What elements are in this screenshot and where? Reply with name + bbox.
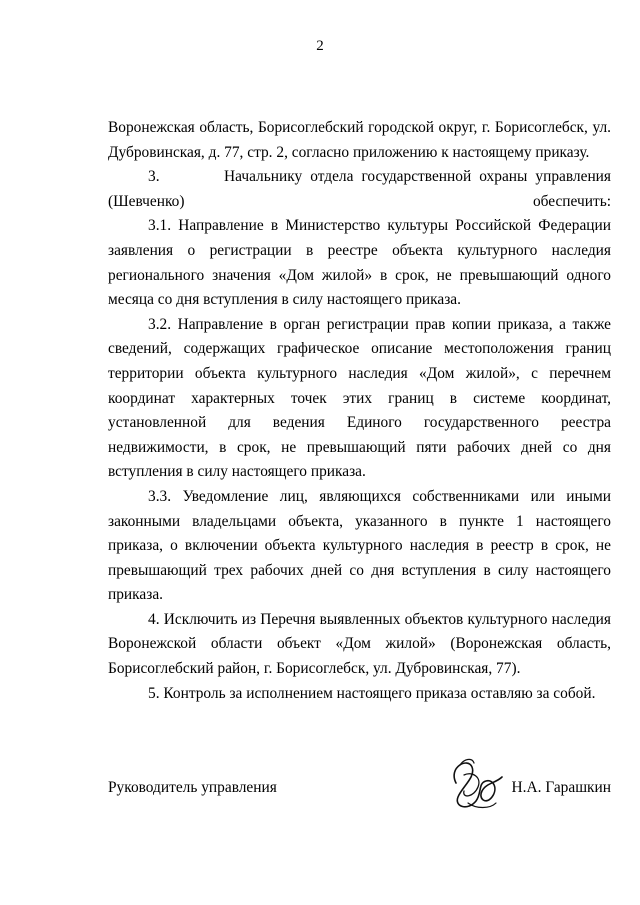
- paragraph-item-3: 3. Начальнику отдела государственной охраны управления (Шевченко) обеспечить:: [108, 168, 611, 210]
- signatory-name: Н.А. Гарашкин: [511, 779, 611, 796]
- paragraph-address: Воронежская область, Борисоглебский городской округ, г. Борисоглебск, ул. Дубровинская, д. 77, стр. 2, согласно приложению к настоящему приказу.: [108, 119, 611, 161]
- paragraph-item-3-2: 3.2. Направление в орган регистрации прав копии приказа, а также сведений, содержащих графическое описание местоположения границ территории объекта культурного наследия «Дом жилой», с перечнем координат характерных точек этих границ в системе координат, установленной для ведения Единого государственного реестра недвижимости, в срок, не превышающий пяти рабочих дней со дня вступления в силу настоящего приказа.: [108, 315, 611, 481]
- paragraph-item-5: 5. Контроль за исполнением настоящего приказа оставляю за собой.: [148, 684, 596, 702]
- paragraph-item-4: 4. Исключить из Перечня выявленных объектов культурного наследия Воронежской области объект «Дом жилой» (Воронежская область, Борисоглебский район, г. Борисоглебск, ул. Дубровинская, 77).: [108, 610, 611, 678]
- handwritten-signature: [438, 753, 510, 815]
- document-body: [108, 116, 611, 706]
- paragraph-item-3-3: 3.3. Уведомление лиц, являющихся собственниками или иными законными владельцами объекта, указанного в пункте 1 настоящего приказа, о включении объекта культурного наследия в реестр в срок, не превышающий трех рабочих дней со дня вступления в силу настоящего приказа.: [108, 487, 611, 604]
- page-number: 2: [316, 38, 324, 54]
- signatory-role: Руководитель управления: [108, 779, 277, 796]
- paragraph-item-3-1: 3.1. Направление в Министерство культуры Российской Федерации заявления о регистрации в реестре объекта культурного наследия регионального значения «Дом жилой» в срок, не превышающий одного месяца со дня вступления в силу настоящего приказа.: [108, 217, 611, 309]
